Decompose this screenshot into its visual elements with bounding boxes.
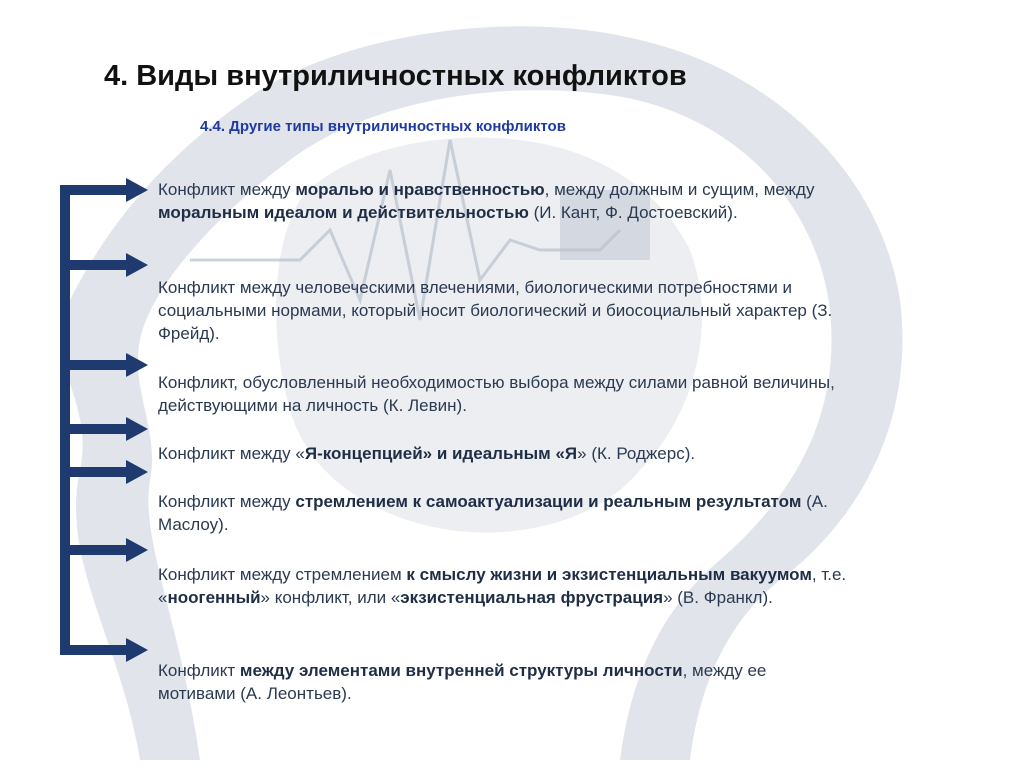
- list-item-text: Конфликт между человеческими влечениями, биологическими потребностями и социальными нормами, который носит биологический и биосоциальный характер (З. Фрейд).: [158, 278, 833, 343]
- bracket-arrow-6: [60, 538, 148, 562]
- slide-subtitle: 4.4. Другие типы внутриличностных конфликтов: [200, 118, 566, 135]
- bracket-arrow-3: [60, 353, 148, 377]
- list-item-emphasis: к смыслу жизни и экзистенциальным вакуумом: [406, 565, 812, 584]
- list-item: [158, 563, 848, 609]
- bracket-arrow-5: [60, 460, 148, 484]
- list-item-emphasis: экзистенциальная фрустрация: [400, 588, 664, 607]
- list-item-text: » конфликт, или «: [260, 588, 401, 607]
- list-item-emphasis: стремлением к самоактуализации и реальным результатом: [295, 492, 802, 511]
- list-item-text: Конфликт: [158, 661, 240, 680]
- list-item-text: , т.е. «: [158, 565, 847, 607]
- list-item-text: Конфликт между: [158, 180, 296, 199]
- list-item-text: (И. Кант, Ф. Достоевский).: [528, 203, 738, 222]
- list-item-text: , между должным и сущим, между: [544, 180, 815, 199]
- list-item: [158, 371, 848, 417]
- list-item-emphasis: моралью и нравственностью: [295, 180, 545, 199]
- bracket-arrow-4: [60, 417, 148, 441]
- bracket-arrow-1: [60, 178, 148, 202]
- list-item-emphasis: моральным идеалом и действительностью: [158, 203, 529, 222]
- list-item-text: Конфликт между «: [158, 444, 305, 463]
- bracket-arrow-7: [60, 638, 148, 662]
- list-item: [158, 659, 848, 705]
- list-item: [158, 490, 848, 536]
- bracket-arrow-2: [60, 253, 148, 277]
- list-item: [158, 276, 848, 345]
- list-item-text: Конфликт между стремлением: [158, 565, 407, 584]
- list-item-text: (А. Маслоу).: [158, 492, 828, 534]
- slide-title: 4. Виды внутриличностных конфликтов: [104, 60, 687, 92]
- bracket-spine: [60, 185, 70, 655]
- list-item: [158, 442, 848, 465]
- list-item-emphasis: Я-концепцией» и идеальным «Я: [304, 444, 578, 463]
- list-item-emphasis: ноогенный: [167, 588, 261, 607]
- list-item-emphasis: между элементами внутренней структуры личности: [239, 661, 683, 680]
- list-item: [158, 178, 848, 224]
- list-item-text: , между ее мотивами (А. Леонтьев).: [158, 661, 767, 703]
- list-item-text: Конфликт, обусловленный необходимостью выбора между силами равной величины, действующими на личность (К. Левин).: [158, 373, 835, 415]
- list-item-text: » (В. Франкл).: [663, 588, 773, 607]
- list-item-text: » (К. Роджерс).: [577, 444, 696, 463]
- list-item-text: Конфликт между: [158, 492, 296, 511]
